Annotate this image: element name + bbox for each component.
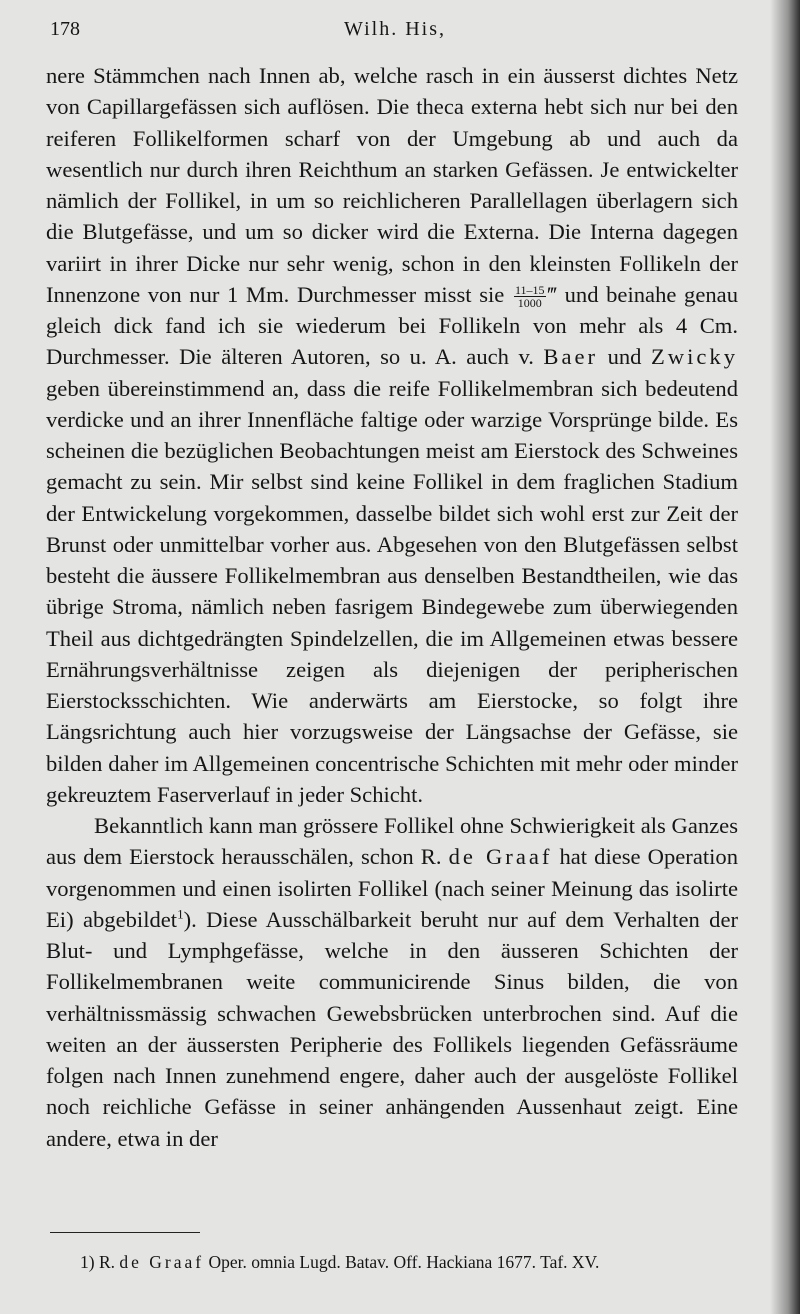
paragraph-1-part-2: und beinahe genau gleich dick fand ich sie wiederum bei Follikeln von mehr als 4 Cm. Durchmesser. Die älteren Autoren, so u. A. auch v. <box>46 281 738 370</box>
page-header <box>50 18 740 44</box>
footnote-prefix: R. <box>98 1252 116 1272</box>
running-head: Wilh. His, <box>344 18 446 40</box>
fraction-numerator: 11–15 <box>514 283 545 298</box>
paragraph-1 <box>46 60 738 810</box>
paragraph-1-part-3: geben übereinstimmend an, dass die reife Follikelmembran sich bedeutend verdicke und an ihrer Innenfläche faltige oder warzige Vorsprünge bilde. Es scheinen die bezüglichen Beobachtungen meist am Eierstock des Schweines gemacht zu sein. Mir selbst sind keine Follikel in dem fraglichen Stadium der Entwickelung vorgekommen, dasselbe bildet sich wohl erst zur Zeit der Brunst oder unmittelbar vorher aus. Abgesehen von den Blutgefässen selbst besteht die äussere Follikelmembran aus denselben Bestandtheilen, wie das übrige Stroma, nämlich neben fasrigem Bindegewebe zum überwiegenden Theil aus dichtgedrängten Spindelzellen, die im Allgemeinen etwas bessere Ernährungsverhältnisse zeigen als diejenigen der peripherischen Eierstocksschichten. Wie anderwärts am Eierstocke, so folgt ihre Längsrichtung auch hier vorzugsweise der Längsachse der Gefässe, sie bilden daher im Allgemeinen concentrische Schichten mit mehr oder minder gekreuztem Faserverlauf in jeder Schicht. <box>46 375 738 807</box>
paragraph-2-part-3: ). Diese Ausschälbarkeit beruht nur auf dem Verhalten der Blut- und Lymphgefässe, welche in den äusseren Schichten der Follikelmembranen weite communicirende Sinus bilden, die von verhältnissmässig schwachen Gewebsbrücken unterbrochen sind. Auf die weiten an der äussersten Peripherie des Follikels liegenden Gefässräume folgen nach Innen zunehmend engere, daher auch der ausgelöste Follikel noch reichliche Gefässe in seiner anhängenden Aussenhaut zeigt. Eine andere, etwa in der <box>46 906 738 1151</box>
author-name-graaf: de Graaf <box>448 844 553 870</box>
paragraph-1-part-1: nere Stämmchen nach Innen ab, welche rasch in ein äusserst dichtes Netz von Capillargefässen sich auflösen. Die theca externa hebt sich nur bei den reiferen Follikelformen scharf von der Umgebung ab und auch da wesentlich nur durch ihren Reichthum an starken Gefässen. Je entwickelter nämlich der Follikel, in um so reichlicheren Parallellagen überlagern sich die Blutgefässe, und um so dicker wird die Externa. Die Interna dagegen variirt in ihrer Dicke nur sehr wenig, schon in den kleinsten Follikeln der Innenzone von nur 1 Mm. Durchmesser misst sie <box>46 63 738 307</box>
fraction-denominator: 1000 <box>517 296 542 311</box>
footnote <box>80 1250 740 1274</box>
conjunction: und <box>607 344 642 370</box>
author-name-baer: Baer <box>543 344 599 370</box>
footnote-reference[interactable]: 1 <box>177 906 184 922</box>
page-number: 178 <box>50 18 80 40</box>
author-name-zwicky: Zwicky <box>650 344 738 370</box>
fraction <box>514 284 546 309</box>
footnote-author-name: de Graaf <box>119 1252 205 1272</box>
footnote-marker: 1) <box>80 1252 95 1272</box>
page-edge-shadow <box>770 0 800 1314</box>
body-text <box>46 60 738 1154</box>
paragraph-2-part-2: hat diese Operation vorgenommen und einen isolirten Follikel (nach seiner Meinung das isolirte Ei) abgebildet <box>46 844 738 932</box>
paragraph-2-part-1: Bekanntlich kann man grössere Follikel ohne Schwierigkeit als Ganzes aus dem Eierstock herausschälen, schon R. <box>46 813 738 870</box>
footnote-text: Oper. omnia Lugd. Batav. Off. Hackiana 1677. Taf. XV. <box>208 1252 600 1272</box>
footnote-divider <box>50 1232 200 1233</box>
fraction-unit: ‴ <box>547 281 557 307</box>
paragraph-2 <box>46 810 738 1154</box>
